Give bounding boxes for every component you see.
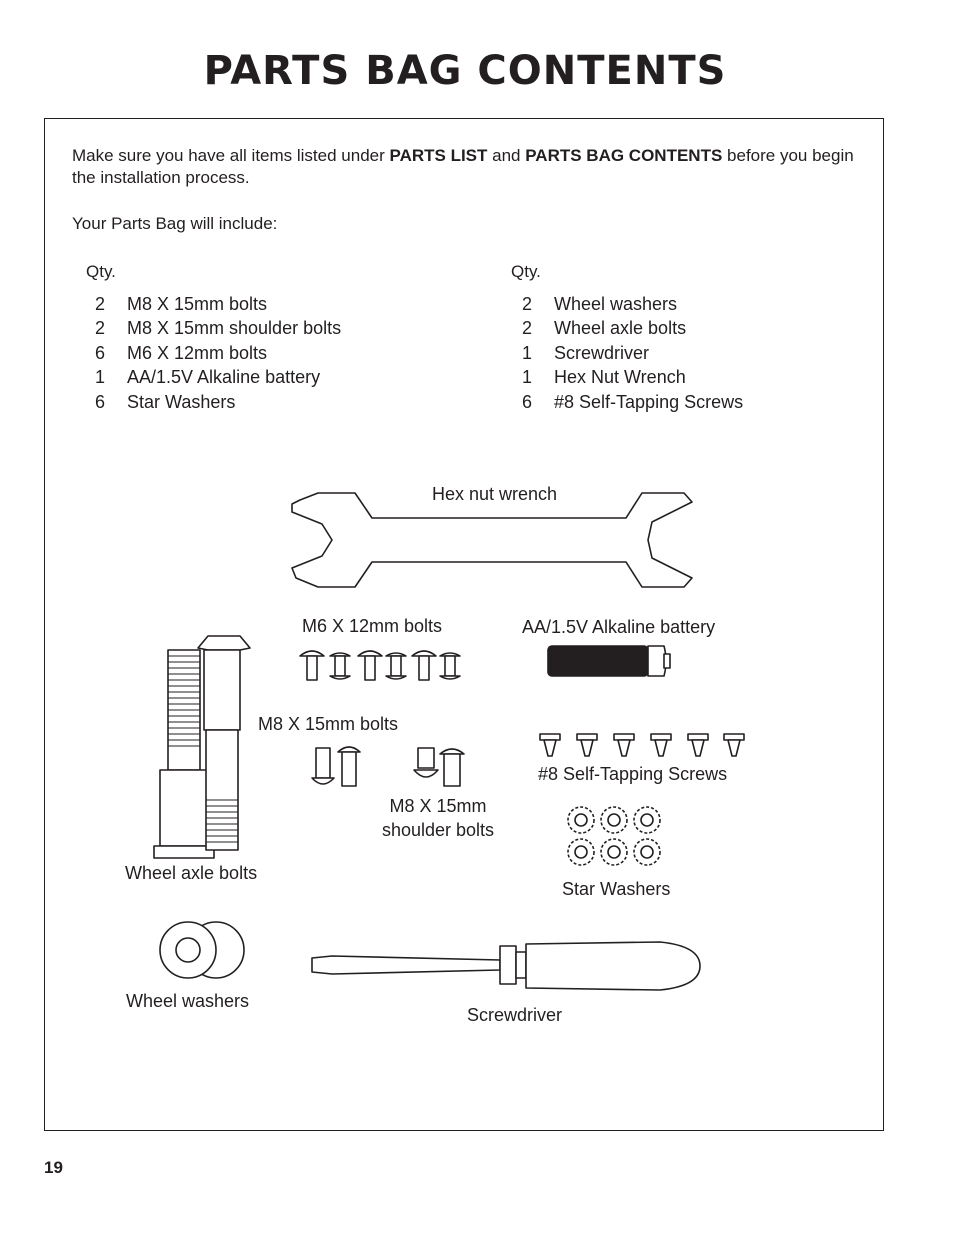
self-tapping-screws-illustration: [540, 734, 744, 756]
shoulder-bolts-illustration: [414, 748, 464, 786]
label-m8-bolts: M8 X 15mm bolts: [258, 714, 399, 734]
list-item-qty: 6: [95, 391, 106, 412]
list-item-name: M8 X 15mm shoulder bolts: [127, 318, 342, 339]
battery-illustration: [548, 646, 670, 676]
label-m6-bolts: M6 X 12mm bolts: [302, 616, 443, 636]
list-item-qty: 1: [522, 342, 533, 363]
list-item-name: M6 X 12mm bolts: [127, 342, 268, 363]
list-item-name: Star Washers: [127, 391, 236, 412]
list-item-name: Screwdriver: [554, 342, 650, 363]
list-item-name: AA/1.5V Alkaline battery: [127, 367, 321, 388]
label-shoulder-bolts-line2: shoulder bolts: [381, 820, 495, 840]
list-item-qty: 6: [95, 342, 106, 363]
list-item-name: Hex Nut Wrench: [554, 367, 686, 388]
wheel-axle-bolts-illustration: [154, 636, 250, 858]
label-wheel-washers: Wheel washers: [126, 991, 250, 1011]
m6-bolts-illustration: [300, 651, 460, 680]
label-shoulder-bolts-line1: M8 X 15mm: [389, 796, 487, 816]
qty-header-right: Qty.: [511, 262, 541, 281]
list-item-qty: 1: [522, 367, 533, 388]
m8-bolts-illustration: [312, 747, 360, 786]
intro-pre: Make sure you have all items listed under: [72, 146, 390, 165]
intro-post: before you begin the installation process.: [72, 146, 854, 187]
list-item-name: M8 X 15mm bolts: [127, 294, 268, 314]
qty-header-left: Qty.: [86, 262, 116, 281]
screwdriver-illustration: [312, 942, 700, 990]
wheel-washers-illustration: [160, 922, 244, 978]
list-item-name: Wheel washers: [554, 294, 678, 314]
label-battery: AA/1.5V Alkaline battery: [522, 617, 716, 637]
label-self-tapping-screws: #8 Self-Tapping Screws: [538, 764, 728, 784]
list-item-name: Wheel axle bolts: [554, 318, 687, 339]
include-text: Your Parts Bag will include:: [72, 214, 278, 233]
list-item-qty: 2: [522, 318, 533, 339]
page-title: PARTS BAG CONTENTS: [203, 48, 727, 94]
page-number: 19: [44, 1158, 63, 1177]
list-item-qty: 2: [522, 294, 533, 314]
intro-bold-parts-list: PARTS LIST: [389, 146, 488, 165]
label-star-washers: Star Washers: [562, 879, 671, 899]
intro-mid: and: [487, 146, 526, 165]
label-wheel-axle-bolts: Wheel axle bolts: [125, 863, 258, 883]
list-item-name: #8 Self-Tapping Screws: [554, 391, 744, 412]
star-washers-illustration: [568, 807, 660, 865]
list-item-qty: 2: [95, 294, 106, 314]
list-item-qty: 2: [95, 318, 106, 339]
hex-nut-wrench-illustration: [292, 493, 692, 587]
label-screwdriver: Screwdriver: [467, 1005, 563, 1025]
list-item-qty: 6: [522, 391, 533, 412]
intro-bold-parts-bag: PARTS BAG CONTENTS: [525, 146, 723, 165]
label-hex-nut-wrench: Hex nut wrench: [432, 484, 558, 504]
list-item-qty: 1: [95, 367, 106, 388]
